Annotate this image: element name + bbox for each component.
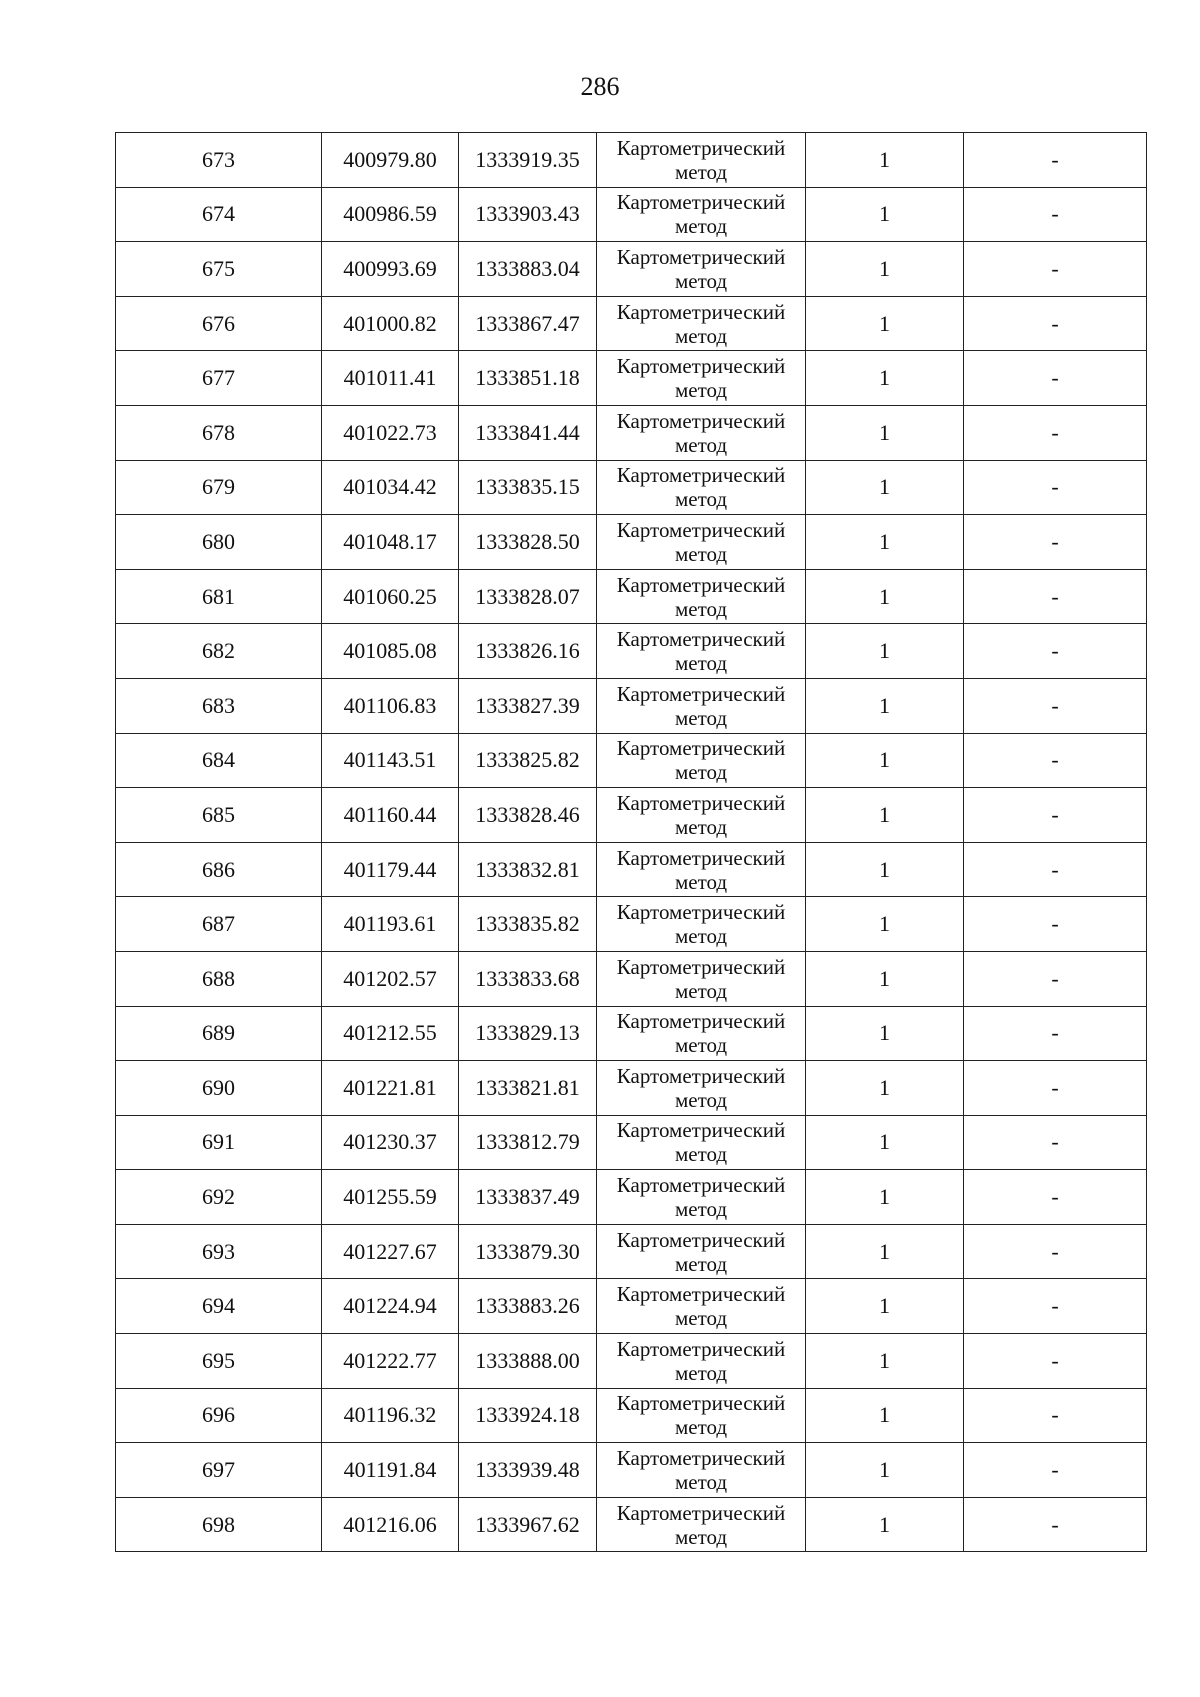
- method-line-1: Картометрический: [616, 736, 786, 761]
- table-row: [116, 1224, 1147, 1279]
- accuracy-cell: 1: [806, 351, 964, 406]
- method-cell: [597, 678, 806, 733]
- point-number-cell: 686: [116, 842, 322, 897]
- point-number-cell: 678: [116, 405, 322, 460]
- method-line-2: метод: [674, 760, 728, 785]
- method-line-1: Картометрический: [616, 244, 786, 269]
- method-cell: [597, 1115, 806, 1170]
- method-line-2: метод: [674, 705, 728, 730]
- method-cell: [597, 296, 806, 351]
- accuracy-cell: 1: [806, 1170, 964, 1225]
- note-cell: -: [964, 1443, 1147, 1498]
- note-cell: -: [964, 242, 1147, 297]
- y-coordinate-cell: 1333919.35: [459, 133, 597, 188]
- table-row: [116, 1443, 1147, 1498]
- table-row: [116, 1006, 1147, 1061]
- page-number: 286: [580, 72, 620, 101]
- note-cell: -: [964, 351, 1147, 406]
- point-number-cell: 687: [116, 897, 322, 952]
- note-cell: -: [964, 678, 1147, 733]
- method-cell: [597, 788, 806, 843]
- accuracy-cell: 1: [806, 133, 964, 188]
- method-line-1: Картометрический: [616, 135, 786, 160]
- method-cell: [597, 187, 806, 242]
- x-coordinate-cell: 401060.25: [322, 569, 459, 624]
- x-coordinate-cell: 401196.32: [322, 1388, 459, 1443]
- method-cell: [597, 733, 806, 788]
- point-number-cell: 673: [116, 133, 322, 188]
- point-number-cell: 692: [116, 1170, 322, 1225]
- method-line-2: метод: [674, 1360, 728, 1385]
- method-cell: [597, 515, 806, 570]
- y-coordinate-cell: 1333883.26: [459, 1279, 597, 1334]
- point-number-cell: 679: [116, 460, 322, 515]
- point-number-cell: 685: [116, 788, 322, 843]
- table-row: [116, 569, 1147, 624]
- method-line-1: Картометрический: [616, 299, 786, 324]
- accuracy-cell: 1: [806, 1279, 964, 1334]
- x-coordinate-cell: 401193.61: [322, 897, 459, 952]
- method-line-2: метод: [674, 378, 728, 403]
- method-line-2: метод: [674, 159, 728, 184]
- note-cell: -: [964, 1279, 1147, 1334]
- point-number-cell: 689: [116, 1006, 322, 1061]
- method-line-2: метод: [674, 1470, 728, 1495]
- method-line-1: Картометрический: [616, 354, 786, 379]
- x-coordinate-cell: 401222.77: [322, 1334, 459, 1389]
- y-coordinate-cell: 1333867.47: [459, 296, 597, 351]
- x-coordinate-cell: 401085.08: [322, 624, 459, 679]
- method-line-1: Картометрический: [616, 1500, 786, 1525]
- accuracy-cell: 1: [806, 1388, 964, 1443]
- method-line-2: метод: [674, 1142, 728, 1167]
- y-coordinate-cell: 1333821.81: [459, 1061, 597, 1116]
- method-line-2: метод: [674, 869, 728, 894]
- y-coordinate-cell: 1333833.68: [459, 951, 597, 1006]
- table-row: [116, 187, 1147, 242]
- note-cell: -: [964, 1006, 1147, 1061]
- table-row: [116, 133, 1147, 188]
- method-line-1: Картометрический: [616, 1227, 786, 1252]
- note-cell: -: [964, 1334, 1147, 1389]
- accuracy-cell: 1: [806, 242, 964, 297]
- table-row: [116, 1279, 1147, 1334]
- y-coordinate-cell: 1333883.04: [459, 242, 597, 297]
- x-coordinate-cell: 401227.67: [322, 1224, 459, 1279]
- point-number-cell: 688: [116, 951, 322, 1006]
- table-row: [116, 1497, 1147, 1552]
- accuracy-cell: 1: [806, 1497, 964, 1552]
- method-line-2: метод: [674, 323, 728, 348]
- method-cell: [597, 1170, 806, 1225]
- y-coordinate-cell: 1333828.50: [459, 515, 597, 570]
- y-coordinate-cell: 1333828.07: [459, 569, 597, 624]
- note-cell: -: [964, 296, 1147, 351]
- point-number-cell: 698: [116, 1497, 322, 1552]
- point-number-cell: 691: [116, 1115, 322, 1170]
- table-row: [116, 460, 1147, 515]
- method-line-1: Картометрический: [616, 681, 786, 706]
- method-line-1: Картометрический: [616, 1391, 786, 1416]
- y-coordinate-cell: 1333924.18: [459, 1388, 597, 1443]
- note-cell: -: [964, 460, 1147, 515]
- table-row: [116, 351, 1147, 406]
- method-line-2: метод: [674, 487, 728, 512]
- point-number-cell: 675: [116, 242, 322, 297]
- note-cell: -: [964, 569, 1147, 624]
- method-cell: [597, 1006, 806, 1061]
- point-number-cell: 697: [116, 1443, 322, 1498]
- method-line-1: Картометрический: [616, 1009, 786, 1034]
- accuracy-cell: 1: [806, 788, 964, 843]
- method-cell: [597, 842, 806, 897]
- coordinates-table: [115, 132, 1147, 1552]
- x-coordinate-cell: 400993.69: [322, 242, 459, 297]
- method-cell: [597, 405, 806, 460]
- method-line-2: метод: [674, 268, 728, 293]
- accuracy-cell: 1: [806, 296, 964, 351]
- table-row: [116, 405, 1147, 460]
- accuracy-cell: 1: [806, 1061, 964, 1116]
- method-cell: [597, 1497, 806, 1552]
- x-coordinate-cell: 401160.44: [322, 788, 459, 843]
- y-coordinate-cell: 1333888.00: [459, 1334, 597, 1389]
- method-line-2: метод: [674, 214, 728, 239]
- accuracy-cell: 1: [806, 1443, 964, 1498]
- y-coordinate-cell: 1333828.46: [459, 788, 597, 843]
- method-line-1: Картометрический: [616, 900, 786, 925]
- x-coordinate-cell: 401191.84: [322, 1443, 459, 1498]
- point-number-cell: 681: [116, 569, 322, 624]
- note-cell: -: [964, 788, 1147, 843]
- method-line-1: Картометрический: [616, 408, 786, 433]
- y-coordinate-cell: 1333826.16: [459, 624, 597, 679]
- note-cell: -: [964, 951, 1147, 1006]
- note-cell: -: [964, 405, 1147, 460]
- table-row: [116, 242, 1147, 297]
- y-coordinate-cell: 1333879.30: [459, 1224, 597, 1279]
- y-coordinate-cell: 1333837.49: [459, 1170, 597, 1225]
- x-coordinate-cell: 401022.73: [322, 405, 459, 460]
- note-cell: -: [964, 624, 1147, 679]
- note-cell: -: [964, 1388, 1147, 1443]
- note-cell: -: [964, 1224, 1147, 1279]
- method-line-1: Картометрический: [616, 1063, 786, 1088]
- table-row: [116, 678, 1147, 733]
- method-line-2: метод: [674, 1251, 728, 1276]
- method-cell: [597, 1279, 806, 1334]
- x-coordinate-cell: 401179.44: [322, 842, 459, 897]
- method-line-1: Картометрический: [616, 845, 786, 870]
- method-cell: [597, 1061, 806, 1116]
- note-cell: -: [964, 733, 1147, 788]
- method-cell: [597, 1443, 806, 1498]
- method-line-1: Картометрический: [616, 572, 786, 597]
- method-line-2: метод: [674, 1524, 728, 1549]
- method-line-2: метод: [674, 1087, 728, 1112]
- note-cell: -: [964, 133, 1147, 188]
- method-line-1: Картометрический: [616, 1446, 786, 1471]
- point-number-cell: 694: [116, 1279, 322, 1334]
- x-coordinate-cell: 401143.51: [322, 733, 459, 788]
- accuracy-cell: 1: [806, 187, 964, 242]
- x-coordinate-cell: 400979.80: [322, 133, 459, 188]
- table-row: [116, 1061, 1147, 1116]
- method-cell: [597, 1334, 806, 1389]
- note-cell: -: [964, 515, 1147, 570]
- note-cell: -: [964, 1115, 1147, 1170]
- x-coordinate-cell: 400986.59: [322, 187, 459, 242]
- x-coordinate-cell: 401216.06: [322, 1497, 459, 1552]
- accuracy-cell: 1: [806, 842, 964, 897]
- table-row: [116, 296, 1147, 351]
- method-line-2: метод: [674, 432, 728, 457]
- accuracy-cell: 1: [806, 1115, 964, 1170]
- method-line-2: метод: [674, 978, 728, 1003]
- y-coordinate-cell: 1333903.43: [459, 187, 597, 242]
- method-line-2: метод: [674, 596, 728, 621]
- accuracy-cell: 1: [806, 624, 964, 679]
- x-coordinate-cell: 401212.55: [322, 1006, 459, 1061]
- note-cell: -: [964, 897, 1147, 952]
- method-line-1: Картометрический: [616, 190, 786, 215]
- note-cell: -: [964, 187, 1147, 242]
- table-row: [116, 624, 1147, 679]
- table-row: [116, 788, 1147, 843]
- method-line-2: метод: [674, 1033, 728, 1058]
- note-cell: -: [964, 1170, 1147, 1225]
- table-row: [116, 515, 1147, 570]
- x-coordinate-cell: 401230.37: [322, 1115, 459, 1170]
- x-coordinate-cell: 401011.41: [322, 351, 459, 406]
- point-number-cell: 682: [116, 624, 322, 679]
- accuracy-cell: 1: [806, 951, 964, 1006]
- point-number-cell: 696: [116, 1388, 322, 1443]
- method-line-2: метод: [674, 924, 728, 949]
- method-line-1: Картометрический: [616, 627, 786, 652]
- accuracy-cell: 1: [806, 569, 964, 624]
- method-line-1: Картометрический: [616, 463, 786, 488]
- table-row: [116, 1170, 1147, 1225]
- accuracy-cell: 1: [806, 678, 964, 733]
- method-line-1: Картометрический: [616, 1118, 786, 1143]
- accuracy-cell: 1: [806, 460, 964, 515]
- method-cell: [597, 242, 806, 297]
- method-cell: [597, 133, 806, 188]
- y-coordinate-cell: 1333827.39: [459, 678, 597, 733]
- table-row: [116, 1334, 1147, 1389]
- x-coordinate-cell: 401000.82: [322, 296, 459, 351]
- y-coordinate-cell: 1333825.82: [459, 733, 597, 788]
- method-cell: [597, 460, 806, 515]
- point-number-cell: 677: [116, 351, 322, 406]
- x-coordinate-cell: 401255.59: [322, 1170, 459, 1225]
- accuracy-cell: 1: [806, 1006, 964, 1061]
- y-coordinate-cell: 1333832.81: [459, 842, 597, 897]
- method-line-1: Картометрический: [616, 954, 786, 979]
- method-cell: [597, 1224, 806, 1279]
- point-number-cell: 680: [116, 515, 322, 570]
- accuracy-cell: 1: [806, 1334, 964, 1389]
- table-row: [116, 951, 1147, 1006]
- method-cell: [597, 1388, 806, 1443]
- table-row: [116, 1115, 1147, 1170]
- table-body: [116, 133, 1147, 1552]
- accuracy-cell: 1: [806, 897, 964, 952]
- y-coordinate-cell: 1333835.15: [459, 460, 597, 515]
- method-cell: [597, 624, 806, 679]
- accuracy-cell: 1: [806, 515, 964, 570]
- point-number-cell: 695: [116, 1334, 322, 1389]
- table-row: [116, 842, 1147, 897]
- x-coordinate-cell: 401221.81: [322, 1061, 459, 1116]
- point-number-cell: 693: [116, 1224, 322, 1279]
- y-coordinate-cell: 1333841.44: [459, 405, 597, 460]
- method-cell: [597, 951, 806, 1006]
- point-number-cell: 676: [116, 296, 322, 351]
- method-line-2: метод: [674, 814, 728, 839]
- point-number-cell: 690: [116, 1061, 322, 1116]
- point-number-cell: 683: [116, 678, 322, 733]
- table-row: [116, 1388, 1147, 1443]
- y-coordinate-cell: 1333812.79: [459, 1115, 597, 1170]
- accuracy-cell: 1: [806, 405, 964, 460]
- point-number-cell: 684: [116, 733, 322, 788]
- y-coordinate-cell: 1333851.18: [459, 351, 597, 406]
- point-number-cell: 674: [116, 187, 322, 242]
- note-cell: -: [964, 1497, 1147, 1552]
- method-cell: [597, 897, 806, 952]
- method-line-1: Картометрический: [616, 790, 786, 815]
- x-coordinate-cell: 401202.57: [322, 951, 459, 1006]
- method-line-2: метод: [674, 541, 728, 566]
- method-cell: [597, 351, 806, 406]
- method-line-2: метод: [674, 1197, 728, 1222]
- y-coordinate-cell: 1333939.48: [459, 1443, 597, 1498]
- method-line-2: метод: [674, 651, 728, 676]
- accuracy-cell: 1: [806, 1224, 964, 1279]
- method-line-2: метод: [674, 1415, 728, 1440]
- x-coordinate-cell: 401224.94: [322, 1279, 459, 1334]
- table-row: [116, 897, 1147, 952]
- method-cell: [597, 569, 806, 624]
- table-row: [116, 733, 1147, 788]
- y-coordinate-cell: 1333829.13: [459, 1006, 597, 1061]
- x-coordinate-cell: 401048.17: [322, 515, 459, 570]
- method-line-1: Картометрический: [616, 1336, 786, 1361]
- method-line-1: Картометрический: [616, 1173, 786, 1198]
- y-coordinate-cell: 1333967.62: [459, 1497, 597, 1552]
- method-line-1: Картометрический: [616, 1282, 786, 1307]
- method-line-1: Картометрический: [616, 517, 786, 542]
- note-cell: -: [964, 1061, 1147, 1116]
- accuracy-cell: 1: [806, 733, 964, 788]
- y-coordinate-cell: 1333835.82: [459, 897, 597, 952]
- x-coordinate-cell: 401106.83: [322, 678, 459, 733]
- method-line-2: метод: [674, 1306, 728, 1331]
- x-coordinate-cell: 401034.42: [322, 460, 459, 515]
- note-cell: -: [964, 842, 1147, 897]
